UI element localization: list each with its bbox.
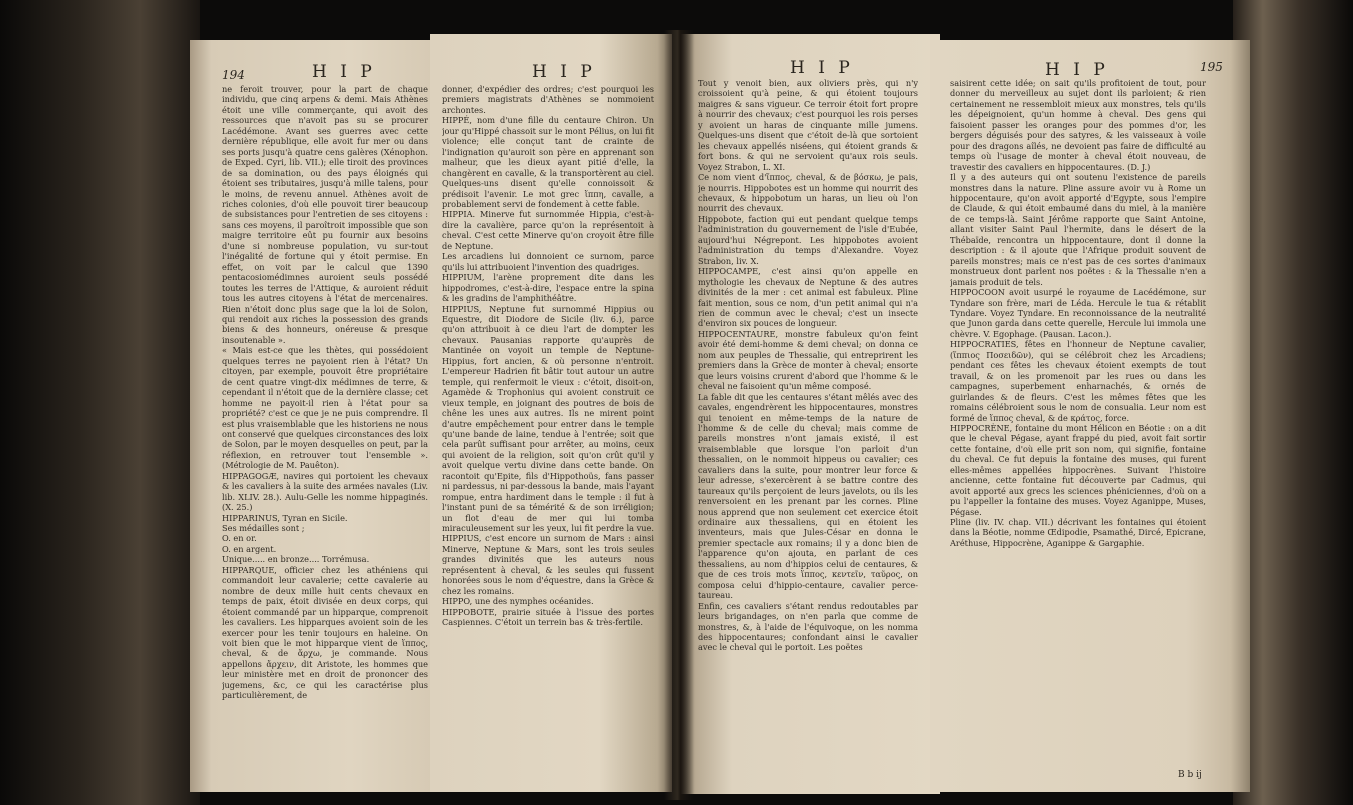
book-gutter: [664, 30, 694, 800]
book-edge-left: [0, 0, 200, 805]
right-page-number: 195: [1200, 60, 1223, 74]
left-page-column-2: donner, d'expédier des ordres; c'est pourquoi les premiers magistrats d'Athènes se nommoient archontes. HIPPÉ, nom d'une fille du centaure Chiron. Un jour qu'Hippé chassoit sur le mont Pélius, on lui fit violence; elle conçut tant de crainte de l'indignation qu'auroit son père en apprenant son malheur, que les dieux ayant pitié d'elle, la changèrent en cavalle, & la transportèrent au ciel. Quelques-uns disent qu'elle connoissoit & prédisoit l'avenir. Le mot grec ἵππη, cavalle, a probablement servi de fondement à cette fable. HIPPIA. Minerve fut surnommée Hippia, c'est-à-dire la cavalière, parce qu'on la représentoit à cheval. C'est cette Minerve qu'on croyoit être fille de Neptune. Les arcadiens lui donnoient ce surnom, parce qu'ils lui attribuoient l'invention des quadriges. HIPPIUM, l'arène proprement dite dans les hippodromes, c'est-à-dire, l'espace entre la spina & les gradins de l'amphithéâtre. HIPPIUS, Neptune fut surnommé Hippius ou Equestre, dit Diodore de Sicile (liv. 6.), parce qu'on attribuoit à ce dieu l'art de dompter les chevaux. Pausanias rapporte qu'auprès de Mantinée on voyoit un temple de Neptune-Hippius, fort ancien, & où personne n'entroit. L'empereur Hadrien fit bâtir tout autour un autre temple, qui renfermoit le vieux : c'étoit, disoit-on, Agamède & Trophonius qui avoient construit ce vieux temple, en joignant des poutres de bois de chêne les unes aux autres. Ils ne mirent point d'autre empêchement pour entrer dans le temple qu'une bande de laine, tendue à l'entrée; soit que cela parût suffisant pour arrêter, au moins, ceux qui avoient de la religion, soit qu'on crût qu'il y avoit quelque vertu divine dans cette bande. On racontoit qu'Epite, fils d'Hippothoüs, fans passer ni pardessus, ni par-dessous la bande, mais l'ayant rompue, entra hardiment dans le temple : il fut à l'instant puni de sa témérité & de son irréligion; un flot d'eau de mer qui lui tomba miraculeusement sur les yeux, lui fit perdre la vue. HIPPIUS, c'est encore un surnom de Mars : ainsi Minerve, Neptune & Mars, sont les trois seules grandes divinités que les auteurs nous représentent à cheval, & les seules qui fussent honorées sous le nom d'équestre, dans la Grèce & chez les romains. HIPPO, une des nymphes océanides. HIPPOBOTE, prairie située à l'issue des portes Caspiennes. C'étoit un terrein bas & très-fertile.: [442, 84, 654, 628]
right-page-column-2: saisirent cette idée; on sait qu'ils profitoient de tout, pour donner du merveilleux au sujet dont ils parloient; & rien certainement ne ressembloit mieux aux monstres, tels qu'ils les dépeignoient, qu'un homme à cheval. Des gens qui faisoient passer les oranges pour des pommes d'or, les bergers déguisés pour des satyres, & les vaisseaux à voile pour des dragons aîlés, ne devoient pas faire de difficulté au temps où l'usage de monter à cheval étoit nouveau, de travestir des cavaliers en hippocentaures. (D. J.) Il y a des auteurs qui ont soutenu l'existence de pareils monstres dans la nature. Pline assure avoir vu à Rome un hippocentaure, qu'on avoit apporté d'Egypte, sous l'empire de Claude, & qui étoit embaumé dans du miel, à la manière de ce temps-là. Saint Jérôme rapporte que Saint Antoine, allant visiter Saint Paul l'hermite, dans le désert de la Thébaïde, rencontra un hippocentaure, dont il donne la description : & il ajoute que l'Afrique produit souvent de pareils monstres; mais ce n'est pas de ces sortes d'animaux monstrueux dont parlent nos poëtes : & la Thessalie n'en a jamais produit de tels. HIPPOCOON avoit usurpé le royaume de Lacédémone, sur Tyndare son frère, mari de Léda. Hercule le tua & rétablit Tyndare. Voyez Tyndare. En reconnoissance de la neutralité que Junon garda dans cette querelle, Hercule lui immola une chèvre. V. Egophage. (Pausan. Lacon.). HIPPOCRATIES, fêtes en l'honneur de Neptune cavalier, (ἵππιος Ποσειδῶν), qui se célébroit chez les Arcadiens; pendant ces fêtes les chevaux étoient exempts de tout travail, & on les promenoit par les rues ou dans les campagnes, superbement enharnachés, & ornés de guirlandes & de fleurs. C'est les mêmes fêtes que les romains célébroient sous le nom de consualia. Leur nom est formé de ἵππος cheval, & de κράτος, force. HIPPOCRÈNE, fontaine du mont Hélicon en Béotie : on a dit que le cheval Pégase, ayant frappé du pied, avoit fait sortir cette fontaine, d'où elle prit son nom, qui signifie, fontaine du cheval. Ce fut depuis la fontaine des muses, qui furent elles-mêmes appellées hippocrènes. Suivant l'histoire ancienne, cette fontaine fut découverte par Cadmus, qui avoit apporté aux grecs les sciences phéniciennes, d'où on a pu l'appeller la fontaine des muses. Voyez Aganippe, Muses, Pégase. Pline (liv. IV. chap. VII.) décrivant les fontaines qui étoient dans la Béotie, nomme Œdipodie, Psamathé, Dircé, Epicrane, Aréthuse, Hippocrène, Aganippe & Gargaphie.: [950, 78, 1206, 548]
left-page-number: 194: [222, 68, 245, 82]
left-page-header-col2: H I P: [532, 62, 596, 82]
left-page-column-1: ne feroit trouver, pour la part de chaque individu, que cinq arpens & demi. Mais Athènes étoit une ville commerçante, qui avoit des ressources que n'avoit pas su se procurer Lacédémone. Avant ses guerres avec cette dernière république, elle avoit fur mer ou dans ses ports jusqu'à quatre cens galères (Xénophon. de Exped. Cyri, lib. VII.); elle tiroit des provinces de sa domination, ou des pays éloignés qui étoient ses tributaires, jusqu'à mille talens, pour le moins, de revenu annuel. Athènes avoit de riches colonies, d'où elle pouvoit tirer beaucoup de subsistances pour l'entretien de ses citoyens : sans ces moyens, il paroîtroit impossible que son maigre territoire eût pu fournir aux besoins d'une si nombreuse population, vu sur-tout l'inégalité de fortune qui y étoit permise. En effet, on voit par le calcul que 1390 pentacosiomédimnes auroient seuls possédé toutes les terres de l'Attique, & auroient réduit tous les autres citoyens à l'état de mercenaires. Rien n'étoit donc plus sage que la loi de Solon, qui rendoit aux riches la possession des grands biens & des honneurs, onéreuse & presque insoutenable ». « Mais est-ce que les thètes, qui possédoient quelques terres ne payoient rien à l'état? Un citoyen, par exemple, pouvoit être propriétaire de cent quatre vingt-dix médimnes de terre, & cependant il n'étoit que de la dernière classe; cet homme ne payoit-il rien à l'état pour sa propriété? c'est ce que je ne puis comprendre. Il est plus vraisemblable que les historiens ne nous ont conservé que quelques circonstances des loix de Solon, par le moyen desquelles on peut, par la réflexion, en retrouver tout l'ensemble ». (Métrologie de M. Pauêton). HIPPAGOGÆ, navires qui portoient les chevaux & les cavaliers à la suite des armées navales (Liv. lib. XLIV. 28.). Aulu-Gelle les nomme hippaginés. (X. 25.) HIPPARINUS, Tyran en Sicile. Ses médailles sont ; O. en or. O. en argent. Unique..... en bronze.... Torrémusa. HIPPARQUE, officier chez les athéniens qui commandoit leur cavalerie; cette cavalerie au nombre de deux mille huit cents chevaux en temps de paix, étoit divisée en deux corps, qui étoient commandé par un hipparque, comprenoit les cavaliers. Les hipparques avoient soin de les exercer pour les tenir toujours en haleine. On voit bien que le mot hipparque vient de ἵππος, cheval, & de ἄρχω, je commande. Nous appellons ἄρχειν, dit Aristote, les hommes que leur ministère met en droit de prononcer des jugemens, &c, ce qui les caractérise plus particulièrement, de: [222, 84, 428, 701]
left-page-header: H I P: [312, 62, 376, 82]
right-page-column-1: Tout y venoit bien, aux oliviers près, qui n'y croissoient qu'à peine, & qui étoient toujours maigres & sans vigueur. Ce terroir étoit fort propre à nourrir des chevaux; c'est pourquoi les rois perses y avoient un haras de cinquante mille jumens. Quelques-uns disent que c'étoit de-là que sortoient les chevaux appellés niséens, qui étoient grands & fort bons. & qui ne servoient qu'aux rois seuls. Voyez Strabon, L. XI. Ce nom vient d'ἵππος, cheval, & de βόσκω, je pais, je nourris. Hippobotes est un homme qui nourrit des chevaux, & hippobotum un haras, un lieu où l'on nourrit des chevaux. Hippobote, faction qui eut pendant quelque temps l'administration du gouvernement de l'isle d'Eubée, aujourd'hui Négrepont. Les hippobotes avoient l'administration du temps d'Alexandre. Voyez Strabon, liv. X. HIPPOCAMPE, c'est ainsi qu'on appelle en mythologie les chevaux de Neptune & des autres divinités de la mer : cet animal est fabuleux. Pline fait mention, sous ce nom, d'un petit animal qui n'a rien de commun avec le cheval; c'est un insecte d'environ six pouces de longueur. HIPPOCENTAURE, monstre fabuleux qu'on feint avoir été demi-homme & demi cheval; on donna ce nom aux peuples de Thessalie, qui entreprirent les premiers dans la Grèce de monter à cheval; ensorte que leurs voisins crurent d'abord que l'homme & le cheval ne faisoient qu'un même composé. La fable dit que les centaures s'étant mêlés avec des cavales, engendrèrent les hippocentaures, monstres qui tenoient en même-temps de la nature de l'homme & de celle du cheval; mais comme de pareils monstres n'ont jamais existé, il est vraisemblable que lorsque l'on parloit d'un thessalien, on le nommoit hippeus ou cavalier; ces cavaliers dans la suite, pour montrer leur force & leur adresse, s'exercèrent à se battre contre des taureaux qu'ils perçoient de leurs javelots, ou ils les renversoient en les prenant par les cornes. Pline nous apprend que non seulement cet exercice étoit ordinaire aux thessaliens, qui en étoient les inventeurs, mais que Jules-César en donna le premier spectacle aux romains; il y a donc bien de l'apparence qu'on ajouta, en parlant de ces thessaliens, au nom d'hippios celui de centaures, & que de ces trois mots ἵππος, κεντεῖν, ταῦρος, on composa celui d'hippio-centaure, cavalier perce-taureau. Enfin, ces cavaliers s'étant rendus redoutables par leurs brigandages, on n'en parla que comme de monstres, &, à l'aide de l'équivoque, on les nomma des hippocentaures; confondant ainsi le cavalier avec le cheval qui le portoit. Les poëtes: [698, 78, 918, 653]
signature-mark: B b ij: [1178, 770, 1202, 780]
right-page-header: H I P: [790, 58, 854, 78]
book-edge-right: [1233, 0, 1353, 805]
right-page-header-col2: H I P: [1045, 60, 1109, 80]
